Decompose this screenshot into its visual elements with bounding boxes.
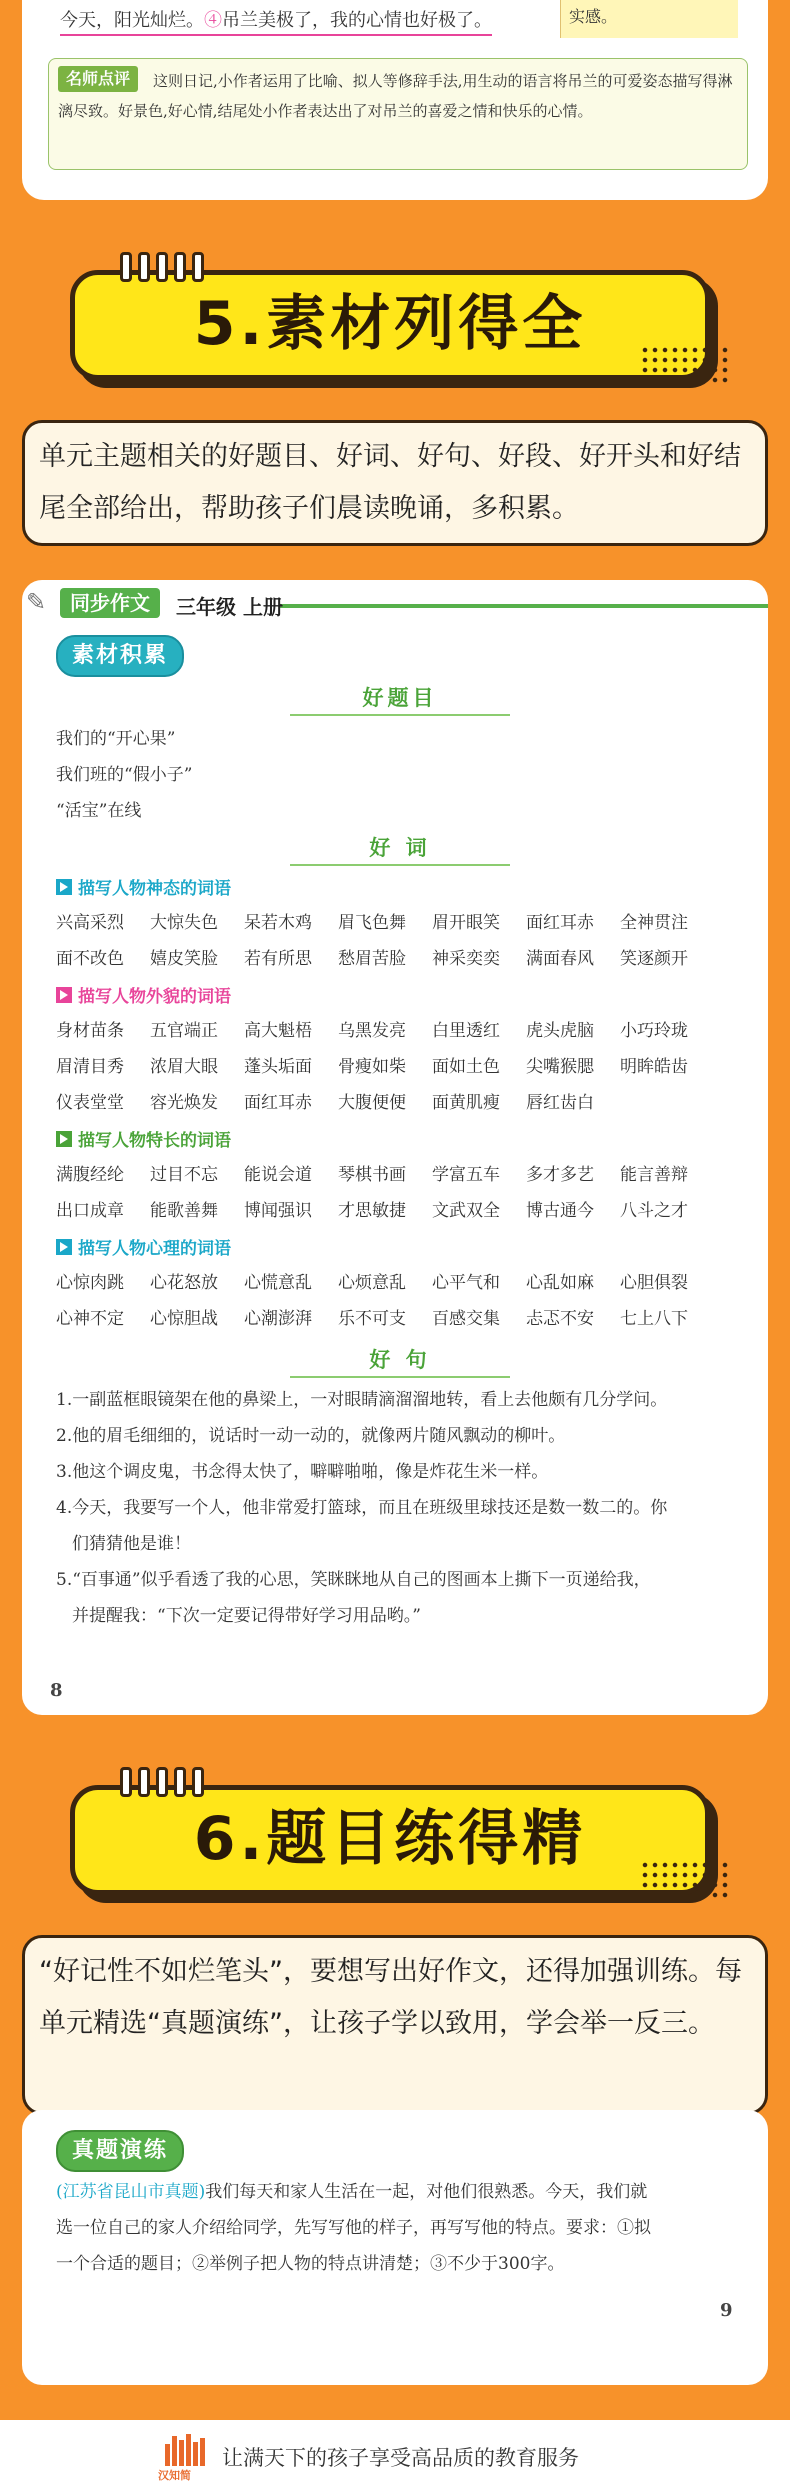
dot-pattern-icon (640, 1860, 730, 1900)
section-5-intro: 单元主题相关的好题目、好词、好句、好段、好开头和好结尾全部给出，帮助孩子们晨读晚诵，多积累。 (22, 420, 768, 546)
word-row: 面不改色 嬉皮笑脸 若有所思 愁眉苦脸 神采奕奕 满面春风 笑逐颜开 (56, 949, 688, 969)
logo-text: 汉知简 (158, 2469, 191, 2482)
sentence-line: 5.“百事通”似乎看透了我的心思，笑眯眯地从自己的图画本上撕下一页递给我， (56, 1570, 651, 1590)
sentence-line: 2.他的眉毛细细的，说话时一动一动的，就像两片随风飘动的柳叶。 (56, 1426, 566, 1446)
word-row: 兴高采烈 大惊失色 呆若木鸡 眉飞色舞 眉开眼笑 面红耳赤 全神贯注 (56, 913, 688, 933)
banner-binder-icon (120, 1767, 230, 1797)
category-psychology-words: 描写人物心理的词语 (56, 1234, 231, 1259)
good-words-heading: 好 词 (290, 832, 510, 866)
word-row: 仪表堂堂 容光焕发 面红耳赤 大腹便便 面黄肌瘦 唇红齿白 (56, 1093, 594, 1113)
sentence-line: 3.他这个调皮鬼，书念得太快了，噼噼啪啪，像是炸花生米一样。 (56, 1462, 549, 1482)
books-logo-icon (165, 2432, 205, 2466)
word-row: 心惊肉跳 心花怒放 心慌意乱 心烦意乱 心平气和 心乱如麻 心胆俱裂 (56, 1273, 688, 1293)
exam-prompt-line-3: 一个合适的题目；②举例子把人物的特点讲清楚；③不少于300字。 (56, 2254, 565, 2274)
word-row: 身材苗条 五官端正 高大魁梧 乌黑发亮 白里透红 虎头虎脑 小巧玲珑 (56, 1021, 688, 1041)
side-note: 实感。 (560, 0, 738, 38)
banner-binder-icon (120, 252, 230, 282)
section-5-banner (70, 270, 710, 380)
category-expression-words: 描写人物神态的词语 (56, 874, 231, 899)
word-row: 眉清目秀 浓眉大眼 蓬头垢面 骨瘦如柴 面如土色 尖嘴猴腮 明眸皓齿 (56, 1057, 688, 1077)
word-row: 满腹经纶 过目不忘 能说会道 琴棋书画 学富五车 多才多艺 能言善辩 (56, 1165, 688, 1185)
exam-prompt-line-1: (江苏省昆山市真题)我们每天和家人生活在一起，对他们很熟悉。今天，我们就 (56, 2182, 648, 2202)
pencil-icon: ✎ (26, 588, 47, 616)
section-5-title: 5.素材列得全 (193, 289, 587, 359)
exam-source: (江苏省昆山市真题) (56, 2182, 206, 2202)
line-prefix: 今天，阳光灿烂。 (60, 10, 204, 31)
section-6-title: 6.题目练得精 (193, 1804, 587, 1874)
exam-prompt-line-2: 选一位自己的家人介绍给同学，先写写他的样子，再写写他的特点。要求：①拟 (56, 2218, 651, 2238)
running-header-tag: 同步作文 (60, 588, 160, 618)
dot-pattern-icon (640, 345, 730, 385)
word-row: 出口成章 能歌善舞 博闻强识 才思敏捷 文武双全 博古通今 八斗之才 (56, 1201, 688, 1221)
running-header-grade: 三年级 上册 (176, 595, 283, 619)
diary-last-line (60, 6, 492, 36)
teacher-comment-text: 这则日记,小作者运用了比喻、拟人等修辞手法,用生动的语言将吊兰的可爱姿态描写得淋漓尽致。好景色,好心情,结尾处小作者表达出了对吊兰的喜爱之情和快乐的心情。 (58, 72, 733, 120)
arrow-icon (56, 1131, 72, 1147)
sentence-line: 们猜猜他是谁！ (72, 1534, 191, 1554)
sentence-marker: ④ (204, 10, 222, 31)
category-appearance-words: 描写人物外貌的词语 (56, 982, 231, 1007)
page-number: 9 (720, 2300, 733, 2321)
line-rest: 吊兰美极了，我的心情也好极了。 (222, 10, 492, 31)
arrow-icon (56, 1239, 72, 1255)
section-6-banner (70, 1785, 710, 1895)
good-title-item: 我们班的“假小子” (56, 765, 193, 785)
word-row: 心神不定 心惊胆战 心潮澎湃 乐不可支 百感交集 忐忑不安 七上八下 (56, 1309, 688, 1329)
arrow-icon (56, 987, 72, 1003)
sentence-line: 并提醒我：“下次一定要记得带好学习用品哟。” (72, 1606, 421, 1626)
material-accumulation-pill: 素材积累 (56, 635, 184, 677)
good-titles-heading: 好题目 (290, 682, 510, 716)
real-exam-pill: 真题演练 (56, 2130, 184, 2172)
section-6-intro: “好记性不如烂笔头”，要想写出好作文，还得加强训练。每单元精选“真题演练”，让孩子学以致用，学会举一反三。 (22, 1935, 768, 2115)
footer-slogan: 让满天下的孩子享受高品质的教育服务 (222, 2446, 579, 2470)
good-title-item: “活宝”在线 (56, 801, 142, 821)
running-header-rule (280, 604, 768, 608)
category-talent-words: 描写人物特长的词语 (56, 1126, 231, 1151)
sentence-line: 4.今天，我要写一个人，他非常爱打篮球，而且在班级里球技还是数一数二的。你 (56, 1498, 668, 1518)
sentence-line: 1.一副蓝框眼镜架在他的鼻梁上，一对眼睛滴溜溜地转，看上去他颇有几分学问。 (56, 1390, 668, 1410)
arrow-icon (56, 879, 72, 895)
teacher-comment-tag: 名师点评 (58, 66, 138, 92)
page-number: 8 (50, 1680, 63, 1701)
good-title-item: 我们的“开心果” (56, 729, 176, 749)
good-sentences-heading: 好 句 (290, 1344, 510, 1378)
